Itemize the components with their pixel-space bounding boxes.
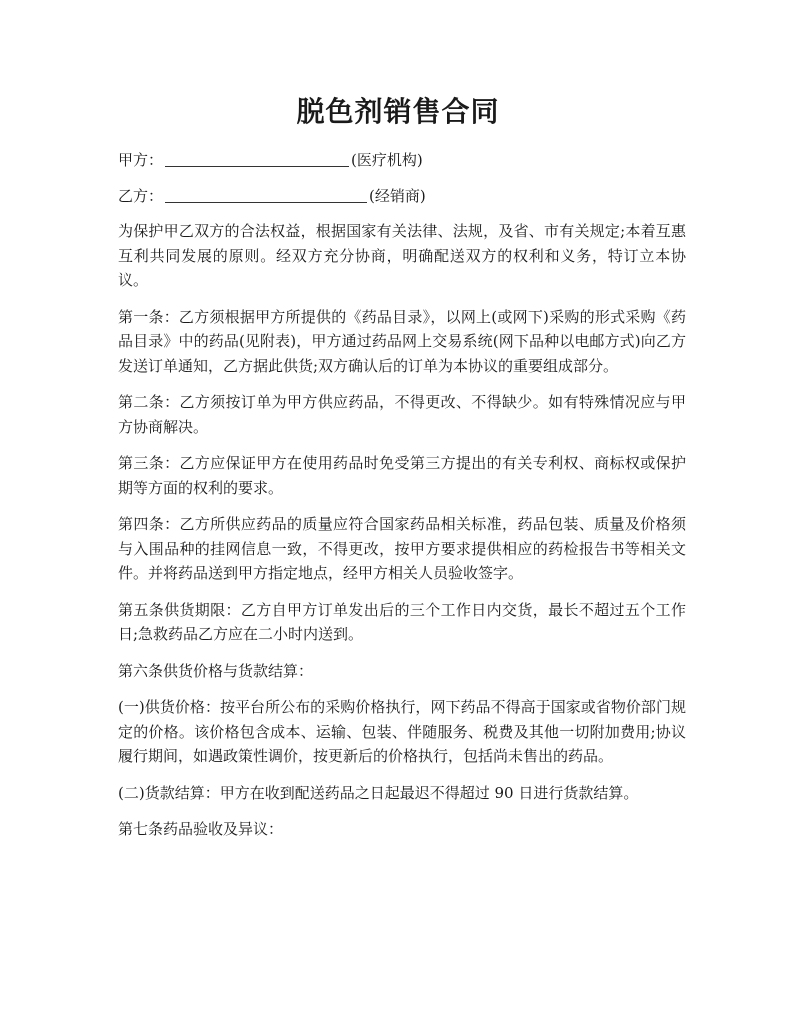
- article-6-item-1: (一)供货价格：按平台所公布的采购价格执行，网下药品不得高于国家或省物价部门规定的价格。该价格包含成本、运输、包装、伴随服务、税费及其他一切附加费用;协议履行期间，如遇政策性调价，按更新后的价格执行，包括尚未售出的药品。: [118, 698, 686, 765]
- article-3-paragraph: 第三条：乙方应保证甲方在使用药品时免受第三方提出的有关专利权、商标权或保护期等方面的权利的要求。: [118, 454, 686, 497]
- article-1-paragraph: 第一条：乙方须根据甲方所提供的《药品目录》，以网上(或网下)采购的形式采购《药品目录》中的药品(见附表)，甲方通过药品网上交易系统(网下品种以电邮方式)向乙方发送订单通知，乙方据此供货;双方确认后的订单为本协议的重要组成部分。: [118, 307, 686, 375]
- article-6-item-2: (二)货款结算：甲方在收到配送药品之日起最迟不得超过 90 日进行货款结算。: [118, 783, 639, 802]
- party-b-role: (经销商): [369, 186, 426, 205]
- party-a-line: [118, 148, 686, 173]
- party-a-blank: [165, 150, 349, 167]
- article-2-paragraph: 第二条：乙方须按订单为甲方供应药品，不得更改、不得缺少。如有特殊情况应与甲方协商解决。: [118, 393, 686, 436]
- article-6-heading: 第六条供货价格与货款结算：: [118, 661, 314, 680]
- document-title: 脱色剂销售合同: [296, 95, 500, 128]
- party-b-line: [118, 184, 686, 209]
- party-a-label: 甲方：: [118, 151, 164, 169]
- article-5-paragraph: 第五条供货期限：乙方自甲方订单发出后的三个工作日内交货，最长不超过五个工作日;急救药品乙方应在二小时内送到。: [118, 600, 686, 643]
- article-7-heading: 第七条药品验收及异议：: [118, 820, 284, 838]
- party-a-role: (医疗机构): [351, 151, 423, 169]
- party-b-blank: [165, 186, 367, 203]
- party-b-label: 乙方：: [118, 186, 164, 205]
- document-body: [118, 148, 686, 854]
- preamble-paragraph: 为保护甲乙双方的合法权益，根据国家有关法律、法规，及省、市有关规定;本着互惠互利共同发展的原则。经双方充分协商，明确配送双方的权利和义务，特订立本协议。: [118, 222, 686, 289]
- article-4-paragraph: 第四条：乙方所供应药品的质量应符合国家药品相关标准，药品包装、质量及价格须与入围品种的挂网信息一致，不得更改，按甲方要求提供相应的药检报告书等相关文件。并将药品送到甲方指定地点，经甲方相关人员验收签字。: [118, 515, 686, 582]
